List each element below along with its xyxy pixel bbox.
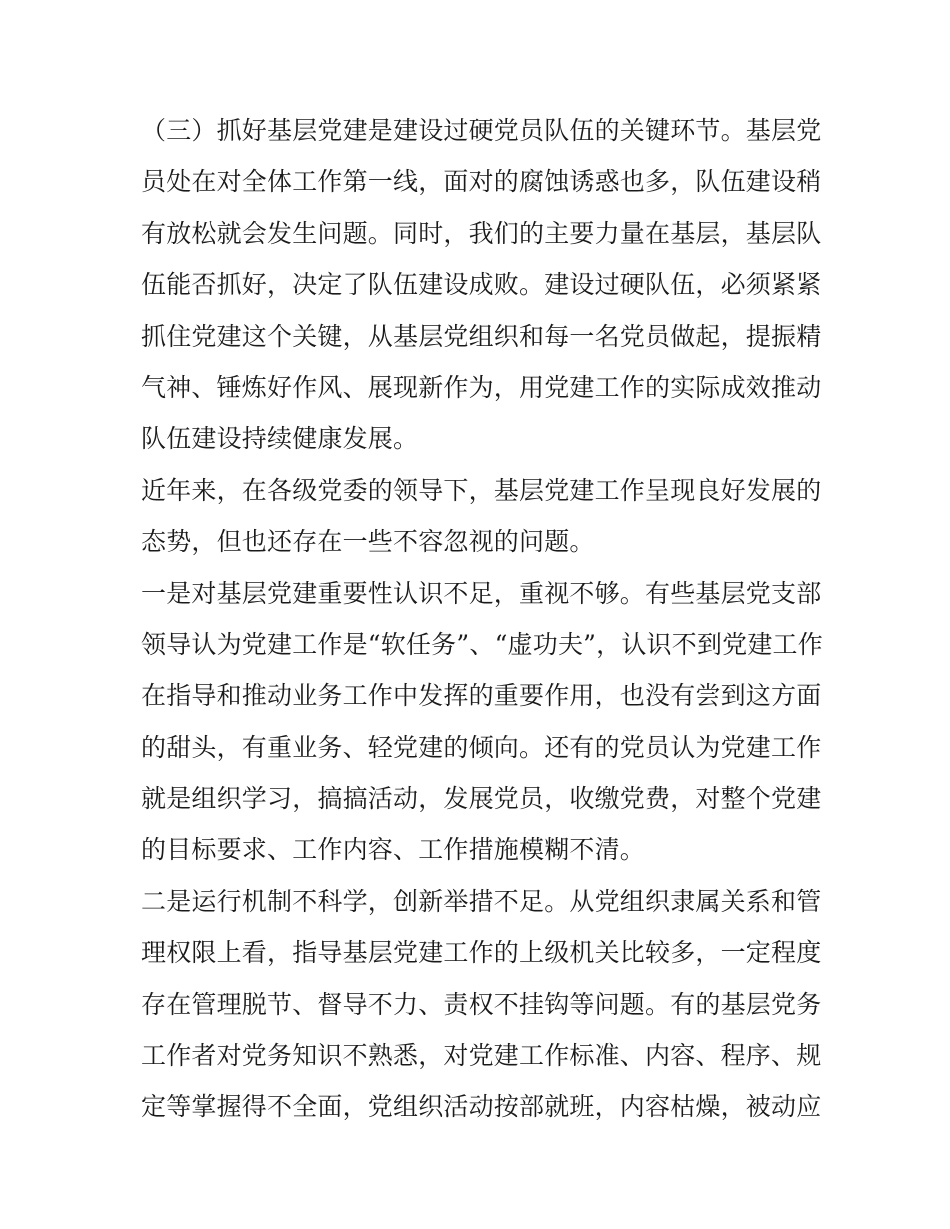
paragraph-line: （三）抓好基层党建是建设过硬党员队伍的关键环节。基层党 [141, 116, 822, 145]
paragraph-line: 近年来，在各级党委的领导下，基层党建工作呈现良好发展的 [141, 475, 822, 505]
paragraph-line: 工作者对党务知识不熟悉，对党建工作标准、内容、程序、规 [141, 1041, 822, 1071]
paragraph-line: 的甜头，有重业务、轻党建的倾向。还有的党员认为党建工作 [141, 732, 822, 762]
paragraph-party-building-key [141, 105, 821, 465]
paragraph-line: 理权限上看，指导基层党建工作的上级机关比较多，一定程度 [141, 938, 822, 968]
paragraph-issue-one [141, 568, 821, 876]
paragraph-recent-years [141, 465, 821, 568]
paragraph-line: 就是组织学习，搞搞活动，发展党员，收缴党费，对整个党建 [141, 784, 822, 814]
paragraph-line: 二是运行机制不科学，创新举措不足。从党组织隶属关系和管 [141, 886, 822, 916]
paragraph-line: 的目标要求、工作内容、工作措施模糊不清。 [141, 835, 646, 865]
paragraph-line: 有放松就会发生问题。同时，我们的主要力量在基层，基层队 [141, 218, 822, 248]
paragraph-line: 存在管理脱节、督导不力、责权不挂钩等问题。有的基层党务 [141, 989, 822, 1019]
paragraph-line: 一是对基层党建重要性认识不足，重视不够。有些基层党支部 [141, 578, 822, 608]
paragraph-line: 态势，但也还存在一些不容忽视的问题。 [141, 527, 595, 557]
paragraph-line: 队伍建设持续健康发展。 [141, 424, 419, 454]
paragraph-line: 领导认为党建工作是“软任务”、“虚功夫”，认识不到党建工作 [141, 629, 823, 659]
paragraph-line: 在指导和推动业务工作中发挥的重要作用，也没有尝到这方面 [141, 681, 822, 711]
paragraph-line: 定等掌握得不全面，党组织活动按部就班，内容枯燥，被动应 [141, 1092, 822, 1122]
paragraph-line: 员处在对全体工作第一线，面对的腐蚀诱惑也多，队伍建设稍 [141, 167, 822, 197]
paragraph-line: 气神、锤炼好作风、展现新作为，用党建工作的实际成效推动 [141, 372, 822, 402]
document-body [141, 105, 821, 1133]
paragraph-line: 抓住党建这个关键，从基层党组织和每一名党员做起，提振精 [141, 321, 822, 351]
paragraph-issue-two [141, 876, 821, 1133]
paragraph-line: 伍能否抓好，决定了队伍建设成败。建设过硬队伍，必须紧紧 [141, 270, 822, 300]
